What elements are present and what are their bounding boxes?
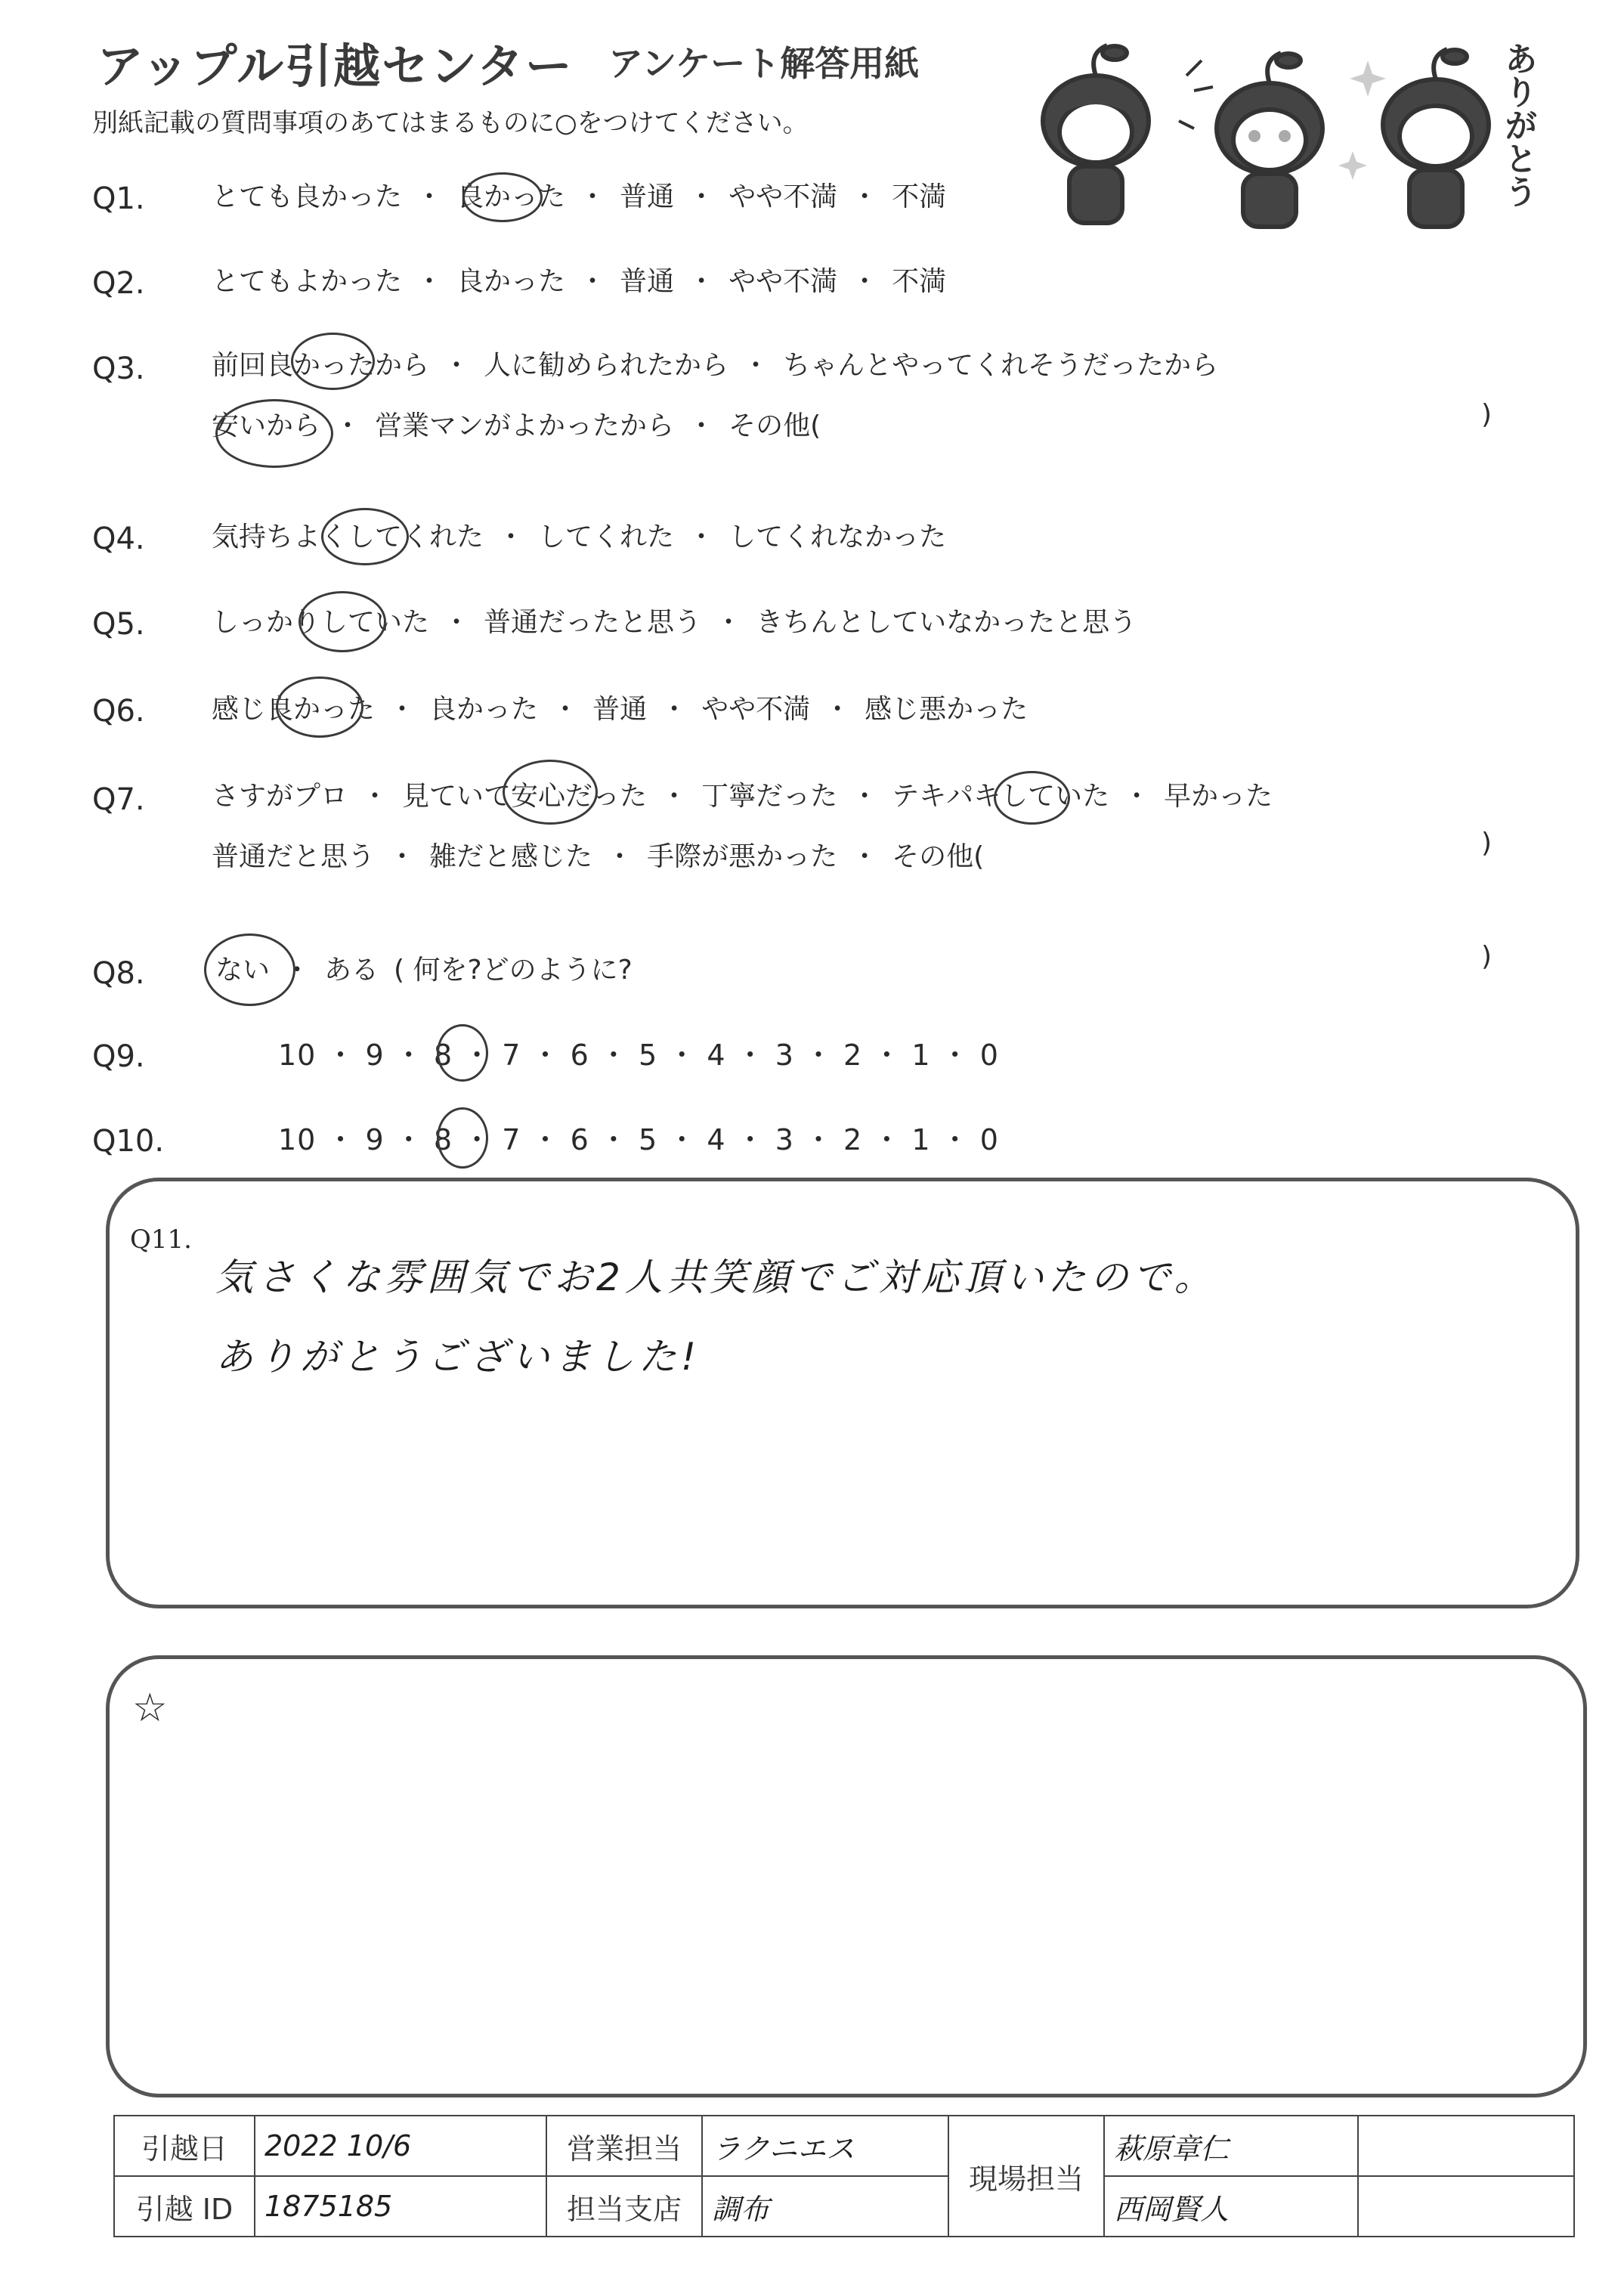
move-date-value[interactable]: 2022 10/6 bbox=[255, 2116, 546, 2176]
q7-option[interactable]: さすがプロ bbox=[212, 781, 348, 812]
blank-cell[interactable] bbox=[1358, 2116, 1574, 2176]
q7-option[interactable]: 手際が悪かった bbox=[647, 841, 838, 872]
q2-option[interactable]: 不満 bbox=[892, 266, 947, 297]
mascot-illustration bbox=[1028, 30, 1572, 234]
q3-options-line1: 前回良かったから ・ 人に勧められたから ・ ちゃんとやってくれそうだったから bbox=[212, 350, 1219, 381]
q4-option[interactable]: してくれた bbox=[538, 522, 675, 553]
q5-selection-circle bbox=[299, 591, 386, 652]
q10-score[interactable]: 3 bbox=[775, 1123, 794, 1156]
form-title: アンケート解答用紙 bbox=[608, 43, 920, 84]
q7-options-line1: さすがプロ ・ 見ていて安心だった ・ 丁寧だった ・ テキパキしていた ・ 早かった bbox=[212, 781, 1273, 812]
q1-option[interactable]: 不満 bbox=[892, 181, 947, 212]
q10-scale: 10 ・ 9 ・ 8 ・ 7 ・ 6 ・ 5 ・ 4 ・ 3 ・ 2 ・ 1 ・ 0 bbox=[278, 1123, 999, 1156]
info-table bbox=[113, 2115, 1575, 2237]
q1-option[interactable]: とても良かった bbox=[212, 181, 403, 212]
q1-selection-circle bbox=[462, 172, 543, 222]
q9-score[interactable]: 1 bbox=[911, 1039, 931, 1072]
q7-option[interactable]: 丁寧だった bbox=[701, 781, 838, 812]
q10-score[interactable]: 2 bbox=[843, 1123, 863, 1156]
q6-selection-circle bbox=[276, 676, 363, 738]
q11-comment-box[interactable] bbox=[106, 1178, 1579, 1608]
q5-option[interactable]: きちんとしていなかったと思う bbox=[756, 607, 1137, 638]
q10-label: Q10. bbox=[92, 1124, 165, 1159]
star-note-box[interactable] bbox=[106, 1655, 1587, 2097]
q5-option-selected[interactable]: しっかりしていた bbox=[212, 607, 430, 638]
q8-selection-circle bbox=[204, 933, 295, 1006]
sales-label: 営業担当 bbox=[546, 2116, 702, 2176]
q9-score[interactable]: 0 bbox=[979, 1039, 999, 1072]
q7-label: Q7. bbox=[92, 782, 145, 817]
q5-options: しっかりしていた ・ 普通だったと思う ・ きちんとしていなかったと思う bbox=[212, 607, 1137, 638]
q3-selection-circle-2 bbox=[215, 399, 333, 468]
q7-option-selected[interactable]: 見ていて安心だった bbox=[402, 781, 648, 812]
q4-option-selected[interactable]: 気持ちよくしてくれた bbox=[212, 522, 484, 553]
q9-score[interactable]: 2 bbox=[843, 1039, 863, 1072]
company-name: アップル引越センター bbox=[97, 39, 574, 94]
q8-close-paren: ) bbox=[1481, 941, 1493, 972]
q6-option[interactable]: やや不満 bbox=[701, 694, 811, 725]
q9-score[interactable]: 7 bbox=[502, 1039, 521, 1072]
q3-option[interactable]: 人に勧められたから bbox=[484, 350, 729, 381]
q1-label: Q1. bbox=[92, 181, 145, 216]
q7-option-other[interactable]: その他( bbox=[892, 841, 985, 872]
q7-close-paren: ) bbox=[1481, 828, 1493, 859]
q9-selection-circle bbox=[437, 1024, 488, 1082]
q8-detail[interactable]: ( 何を?どのように? bbox=[394, 955, 633, 986]
q3-option-selected[interactable]: 前回良かったから bbox=[212, 350, 430, 381]
q9-score[interactable]: 6 bbox=[570, 1039, 589, 1072]
site-label: 現場担当 bbox=[948, 2116, 1104, 2237]
q7-selection-circle-2 bbox=[994, 771, 1070, 825]
star-icon: ☆ bbox=[132, 1686, 168, 1731]
q8-option[interactable]: ある bbox=[324, 955, 379, 986]
q6-option[interactable]: 普通 bbox=[592, 694, 648, 725]
q10-score[interactable]: 10 bbox=[278, 1123, 317, 1156]
branch-value[interactable]: 調布 bbox=[702, 2176, 948, 2237]
q3-selection-circle-1 bbox=[291, 333, 375, 390]
q3-options-line2: 安いから ・ 営業マンがよかったから ・ その他( bbox=[212, 410, 821, 441]
q9-score-selected[interactable]: 8 bbox=[433, 1039, 453, 1072]
q4-selection-circle bbox=[321, 508, 409, 565]
move-id-value[interactable]: 1875185 bbox=[255, 2176, 546, 2237]
blank-cell[interactable] bbox=[1358, 2176, 1574, 2237]
q2-label: Q2. bbox=[92, 266, 145, 301]
q6-option[interactable]: 感じ悪かった bbox=[865, 694, 1029, 725]
q7-options-line2: 普通だと思う ・ 雑だと感じた ・ 手際が悪かった ・ その他( bbox=[212, 841, 985, 872]
q3-option-selected[interactable]: 安いから bbox=[212, 410, 321, 441]
q7-option[interactable]: 早かった bbox=[1164, 781, 1273, 812]
q4-label: Q4. bbox=[92, 522, 145, 556]
q9-score[interactable]: 9 bbox=[365, 1039, 385, 1072]
q5-label: Q5. bbox=[92, 607, 145, 642]
q9-scale: 10 ・ 9 ・ 8 ・ 7 ・ 6 ・ 5 ・ 4 ・ 3 ・ 2 ・ 1 ・ 0 bbox=[278, 1039, 999, 1072]
q10-score[interactable]: 6 bbox=[570, 1123, 589, 1156]
q3-option[interactable]: 営業マンがよかったから bbox=[375, 410, 675, 441]
site-value-2[interactable]: 西岡賢人 bbox=[1104, 2176, 1358, 2237]
q9-label: Q9. bbox=[92, 1039, 145, 1074]
q1-options: とても良かった ・ 良かった ・ 普通 ・ やや不満 ・ 不満 bbox=[212, 181, 947, 212]
q10-score[interactable]: 4 bbox=[707, 1123, 726, 1156]
q3-option-other[interactable]: その他( bbox=[728, 410, 821, 441]
q9-score[interactable]: 4 bbox=[707, 1039, 726, 1072]
q11-comment-line1: 気さくな雰囲気でお2人共笑顔でご対応頂いたので。 bbox=[215, 1255, 1217, 1299]
q2-option[interactable]: やや不満 bbox=[728, 266, 838, 297]
q11-label: Q11. bbox=[130, 1224, 192, 1255]
q4-option[interactable]: してくれなかった bbox=[728, 522, 947, 553]
q7-selection-circle-1 bbox=[503, 760, 598, 825]
q1-option-selected[interactable]: 良かった bbox=[456, 181, 566, 212]
q3-close-paren: ) bbox=[1481, 399, 1493, 430]
q9-score[interactable]: 5 bbox=[638, 1039, 658, 1072]
q3-label: Q3. bbox=[92, 351, 145, 386]
q4-options: 気持ちよくしてくれた ・ してくれた ・ してくれなかった bbox=[212, 522, 947, 553]
q11-comment-line2: ありがとうございました! bbox=[215, 1335, 701, 1379]
q6-label: Q6. bbox=[92, 694, 145, 729]
q9-score[interactable]: 10 bbox=[278, 1039, 317, 1072]
q8-option-selected[interactable]: ない bbox=[215, 955, 271, 986]
q10-score[interactable]: 1 bbox=[911, 1123, 931, 1156]
q7-option[interactable]: 普通だと思う bbox=[212, 841, 376, 872]
move-id-label: 引越 ID bbox=[114, 2176, 255, 2237]
arigatou-text: ありがとう bbox=[1499, 42, 1537, 208]
q1-option[interactable]: やや不満 bbox=[728, 181, 838, 212]
q3-option[interactable]: ちゃんとやってくれそうだったから bbox=[783, 350, 1219, 381]
sales-value[interactable]: ラクニエス bbox=[702, 2116, 948, 2176]
move-date-label: 引越日 bbox=[114, 2116, 255, 2176]
q7-option-selected[interactable]: テキパキしていた bbox=[892, 781, 1110, 812]
q10-score[interactable]: 7 bbox=[502, 1123, 521, 1156]
site-value-1[interactable]: 萩原章仁 bbox=[1104, 2116, 1358, 2176]
q10-score-selected[interactable]: 8 bbox=[433, 1123, 453, 1156]
q9-score[interactable]: 3 bbox=[775, 1039, 794, 1072]
q2-option[interactable]: とてもよかった bbox=[212, 266, 403, 297]
q6-option-selected[interactable]: 感じ良かった bbox=[212, 694, 376, 725]
q1-option[interactable]: 普通 bbox=[620, 181, 675, 212]
q2-option[interactable]: 普通 bbox=[620, 266, 675, 297]
q6-option[interactable]: 良かった bbox=[429, 694, 539, 725]
instruction-text: 別紙記載の質問事項のあてはまるものに○をつけてください。 bbox=[92, 108, 809, 138]
branch-label: 担当支店 bbox=[546, 2176, 702, 2237]
q7-option[interactable]: 雑だと感じた bbox=[429, 841, 593, 872]
q10-score[interactable]: 9 bbox=[365, 1123, 385, 1156]
q10-selection-circle bbox=[437, 1107, 488, 1169]
q8-label: Q8. bbox=[92, 956, 145, 991]
q2-option[interactable]: 良かった bbox=[456, 266, 566, 297]
q8-options: ない ・ ある ( 何を?どのように? bbox=[215, 955, 633, 986]
q2-options: とてもよかった ・ 良かった ・ 普通 ・ やや不満 ・ 不満 bbox=[212, 266, 947, 297]
q5-option[interactable]: 普通だったと思う bbox=[484, 607, 702, 638]
q10-score[interactable]: 5 bbox=[638, 1123, 658, 1156]
q10-score[interactable]: 0 bbox=[979, 1123, 999, 1156]
q6-options: 感じ良かった ・ 良かった ・ 普通 ・ やや不満 ・ 感じ悪かった bbox=[212, 694, 1029, 725]
